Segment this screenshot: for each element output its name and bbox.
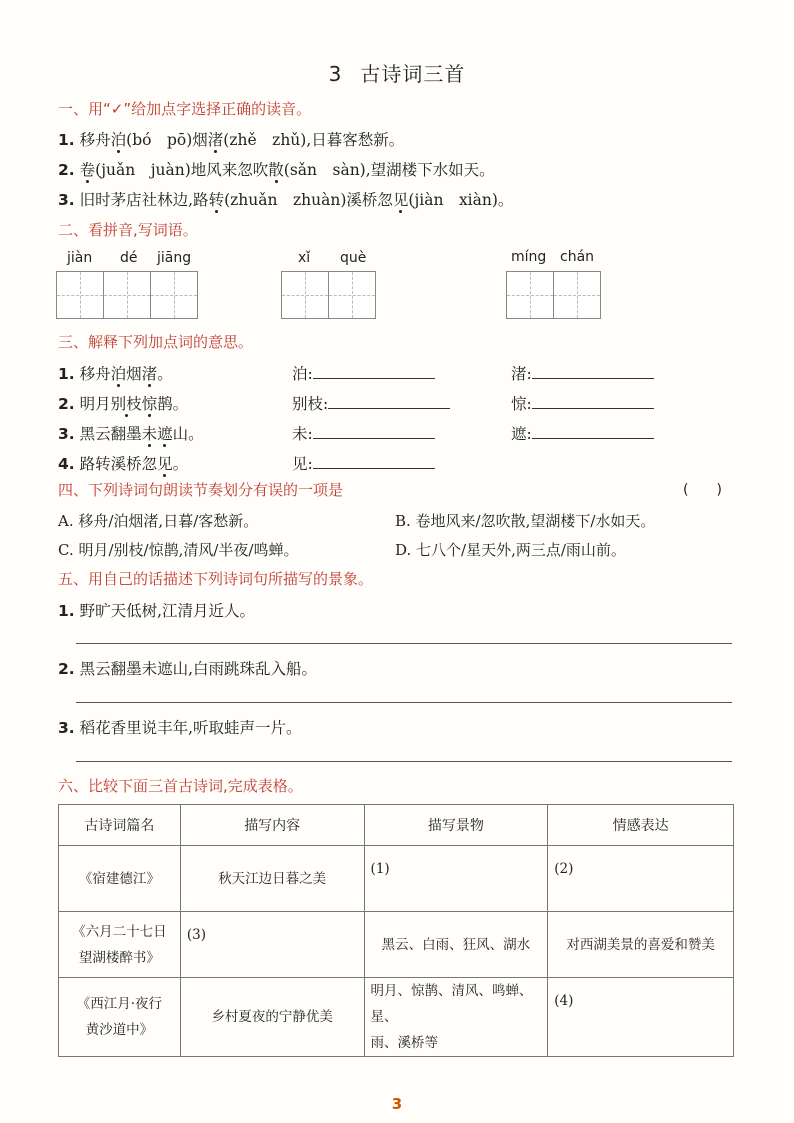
option-c[interactable]: C. 明月/别枝/惊鹊,清风/半夜/鸣蝉。: [58, 541, 299, 559]
pinyin-ming: míng: [511, 249, 547, 265]
option-d[interactable]: D. 七八个/星天外,两三点/雨山前。: [395, 541, 626, 559]
content-cell: 秋天江边日暮之美: [180, 846, 364, 912]
s3-key-1b: 渚:: [511, 362, 654, 384]
table-header-row: [59, 805, 734, 846]
section-3-heading: 三、解释下列加点词的意思。: [58, 333, 254, 351]
s3-key-3a: 未:: [292, 422, 435, 444]
poem-name: 《宿建德江》: [59, 846, 181, 912]
s3-key-3b: 遮:: [511, 422, 654, 444]
poem-name: 《六月二十七日 望湖楼醉书》: [59, 912, 181, 978]
writing-grid-2[interactable]: [281, 271, 376, 319]
option-b[interactable]: B. 卷地风来/忽吹散,望湖楼下/水如天。: [395, 512, 656, 530]
table-row: [59, 846, 734, 912]
check-icon: ✓: [110, 100, 124, 118]
content-cell[interactable]: (3): [180, 912, 364, 978]
answer-line[interactable]: [76, 643, 732, 644]
s3-row-1: 1. 移舟泊烟渚。: [58, 365, 173, 383]
s3-row-4: 4. 路转溪桥忽见。: [58, 455, 189, 473]
answer-blank[interactable]: [532, 423, 654, 439]
answer-blank[interactable]: [313, 423, 435, 439]
comparison-table: [58, 804, 734, 1057]
pinyin-jian: jiàn: [67, 250, 93, 266]
emotion-cell[interactable]: (2): [548, 846, 734, 912]
answer-paren[interactable]: ( ): [683, 482, 722, 498]
writing-grid-1[interactable]: [56, 271, 198, 319]
section-1-heading: 一、用“✓”给加点字选择正确的读音。: [58, 100, 312, 118]
table-row: [59, 978, 734, 1057]
pinyin-xi: xǐ: [298, 250, 311, 266]
poem-name: 《西江月·夜行 黄沙道中》: [59, 978, 181, 1057]
answer-blank[interactable]: [313, 453, 435, 469]
writing-grid-3[interactable]: [506, 271, 601, 319]
answer-blank[interactable]: [313, 363, 435, 379]
section-4-heading: 四、下列诗词句朗读节奏划分有误的一项是: [58, 481, 344, 499]
s3-key-4a: 见:: [292, 452, 435, 474]
pinyin-chan: chán: [560, 249, 595, 265]
section-5-heading: 五、用自己的话描述下列诗词句所描写的景象。: [58, 570, 374, 588]
option-a[interactable]: A. 移舟/泊烟渚,日暮/客愁新。: [58, 512, 259, 530]
scene-cell: 明月、惊鹊、清风、鸣蝉、星、 雨、溪桥等: [364, 978, 548, 1057]
content-cell: 乡村夏夜的宁静优美: [180, 978, 364, 1057]
pinyin-jiang: jiāng: [157, 250, 192, 266]
section-2-heading: 二、看拼音,写词语。: [58, 221, 198, 239]
pinyin-de: dé: [120, 250, 138, 266]
page-number: 3: [391, 1095, 403, 1113]
s3-row-2: 2. 明月别枝惊鹊。: [58, 395, 189, 413]
s1-question-2: 2. 卷(juǎn juàn)地风来忽吹散(sǎn sàn),望湖楼下水如天。: [58, 161, 495, 179]
s3-row-3: 3. 黑云翻墨未遮山。: [58, 425, 204, 443]
s3-key-1a: 泊:: [292, 362, 435, 384]
table-header: 描写景物: [364, 805, 548, 846]
answer-blank[interactable]: [328, 393, 450, 409]
s5-question-2: 2. 黑云翻墨未遮山,白雨跳珠乱入船。: [58, 660, 318, 678]
s3-key-2a: 别枝:: [292, 392, 450, 414]
pinyin-que: què: [340, 250, 367, 266]
s5-question-1: 1. 野旷天低树,江清月近人。: [58, 602, 256, 620]
table-header: 古诗词篇名: [59, 805, 181, 846]
s5-question-3: 3. 稻花香里说丰年,听取蛙声一片。: [58, 719, 302, 737]
table-header: 描写内容: [180, 805, 364, 846]
emotion-cell: 对西湖美景的喜爱和赞美: [548, 912, 734, 978]
s1-question-3: 3. 旧时茅店社林边,路转(zhuǎn zhuàn)溪桥忽见(jiàn xiàn)。: [58, 191, 514, 209]
emotion-cell[interactable]: (4): [548, 978, 734, 1057]
answer-line[interactable]: [76, 702, 732, 703]
table-row: [59, 912, 734, 978]
answer-blank[interactable]: [532, 393, 654, 409]
scene-cell[interactable]: (1): [364, 846, 548, 912]
table-header: 情感表达: [548, 805, 734, 846]
page-title: 3 古诗词三首: [328, 62, 466, 86]
section-6-heading: 六、比较下面三首古诗词,完成表格。: [58, 777, 303, 795]
answer-line[interactable]: [76, 761, 732, 762]
s1-question-1: 1. 移舟泊(bó pō)烟渚(zhě zhǔ),日暮客愁新。: [58, 131, 405, 149]
s3-key-2b: 惊:: [511, 392, 654, 414]
scene-cell: 黑云、白雨、狂风、湖水: [364, 912, 548, 978]
answer-blank[interactable]: [532, 363, 654, 379]
